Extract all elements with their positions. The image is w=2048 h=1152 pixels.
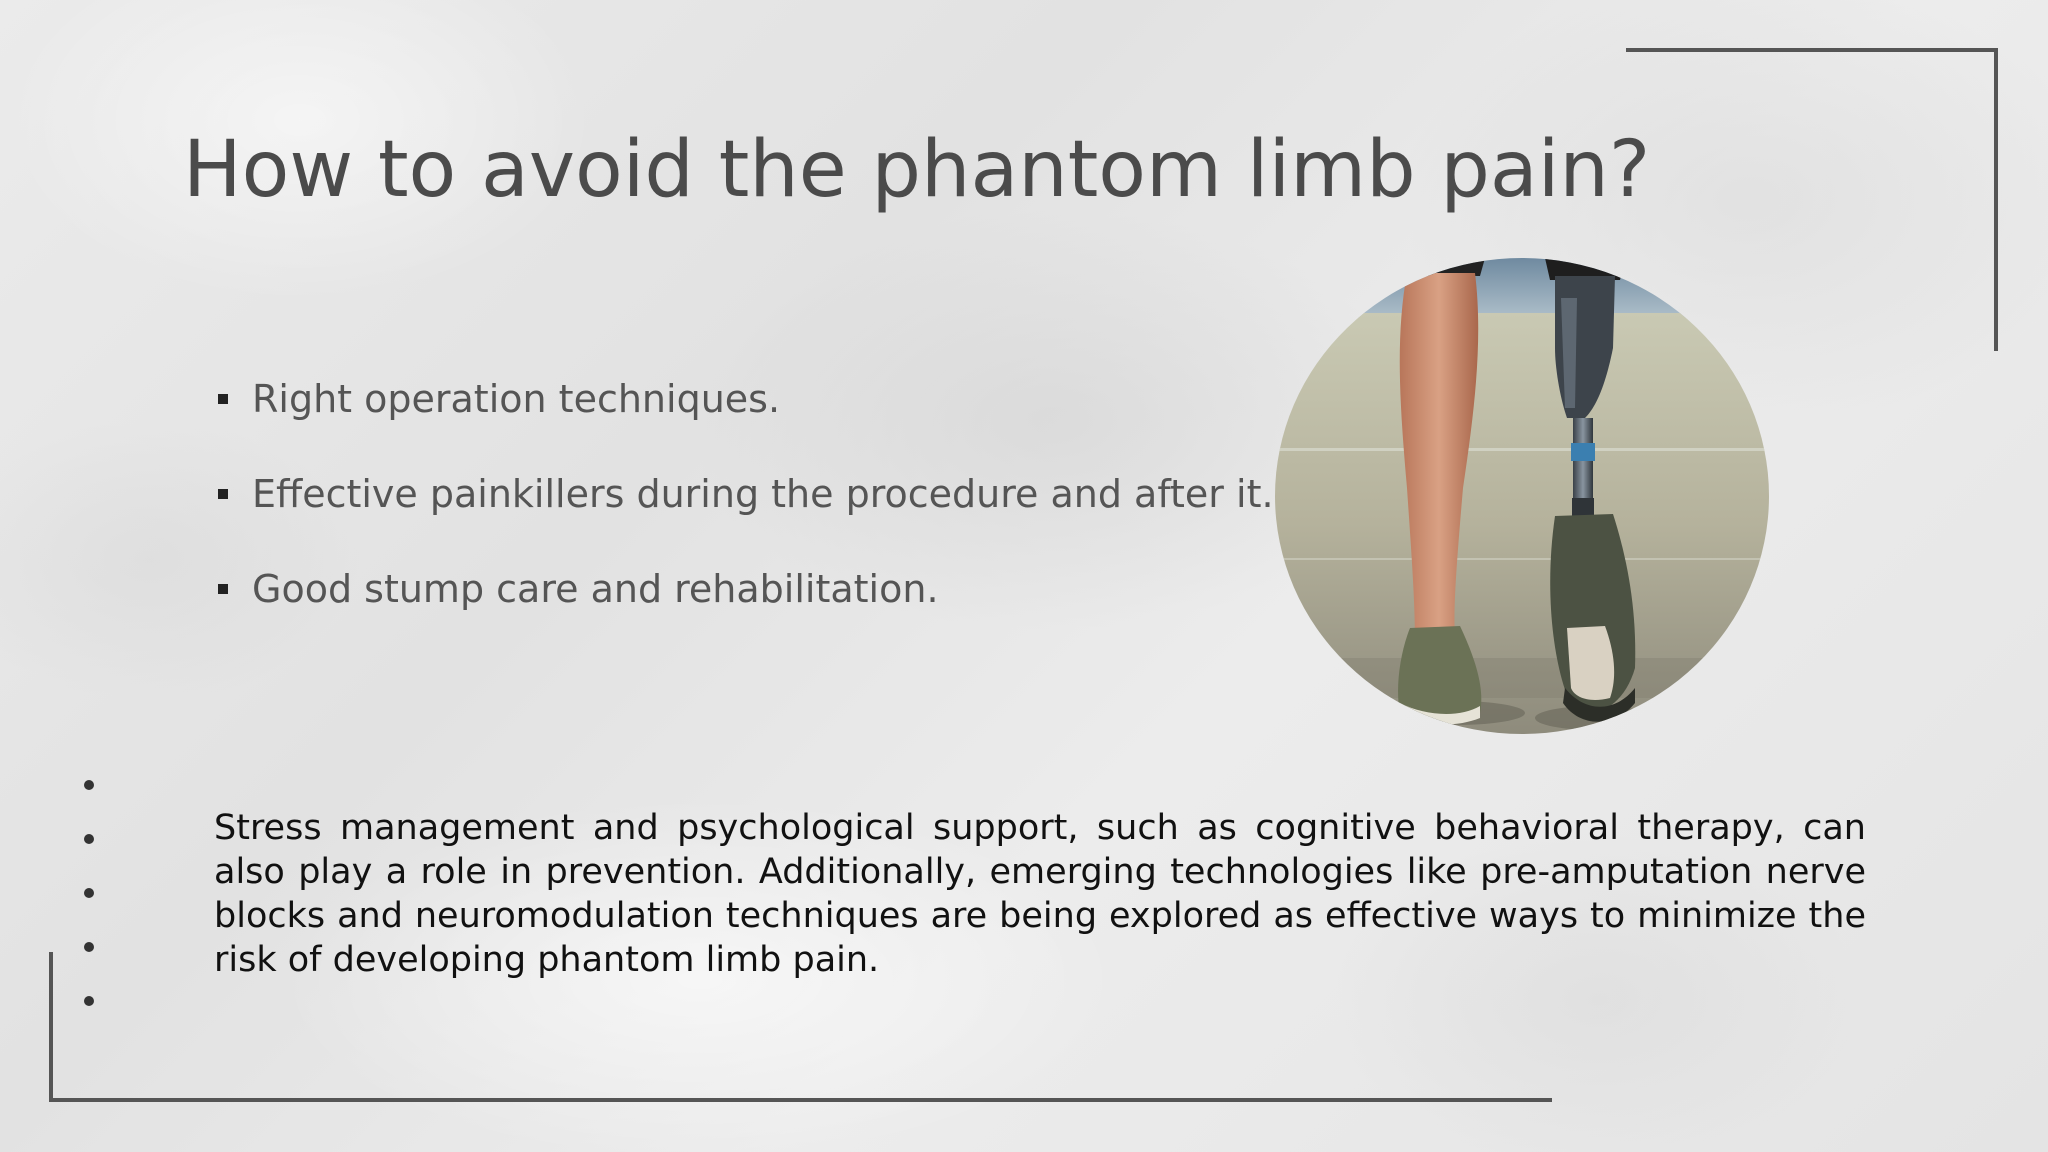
- dot-bullet-icon: [84, 834, 94, 844]
- dot-bullet-icon: [84, 780, 94, 790]
- slide-title: How to avoid the phantom limb pain?: [183, 125, 1651, 215]
- bullet-text: Good stump care and rehabilitation.: [252, 567, 939, 611]
- square-bullet-icon: [218, 584, 228, 594]
- body-paragraph: Stress management and psychological support, such as cognitive behavioral therapy, can also play a role in prevention. Additionally, emerging technologies like pre-amputation nerve blocks and neuromodulation techniques are being explored as effective ways to minimize the risk of developing phantom limb pain.: [214, 808, 1866, 980]
- dot-bullet-icon: [84, 996, 94, 1006]
- prosthetic-leg-illustration: [1275, 258, 1769, 734]
- frame-line-right: [1994, 48, 1998, 351]
- square-bullet-icon: [218, 394, 228, 404]
- frame-line-bottom: [49, 1098, 1552, 1102]
- bullet-text: Right operation techniques.: [252, 377, 781, 421]
- bullet-text: Effective painkillers during the procedure and after it.: [252, 472, 1274, 516]
- bullet-item: [218, 554, 1274, 649]
- bullet-item: [218, 364, 1274, 459]
- prosthetic-leg-photo: [1275, 258, 1769, 734]
- bullet-item: [218, 459, 1274, 554]
- frame-line-left: [49, 952, 53, 1102]
- dot-bullet-icon: [84, 888, 94, 898]
- square-bullet-icon: [218, 489, 228, 499]
- dot-bullet-icon: [84, 942, 94, 952]
- bullet-list: [218, 364, 1274, 649]
- frame-line-top: [1626, 48, 1998, 52]
